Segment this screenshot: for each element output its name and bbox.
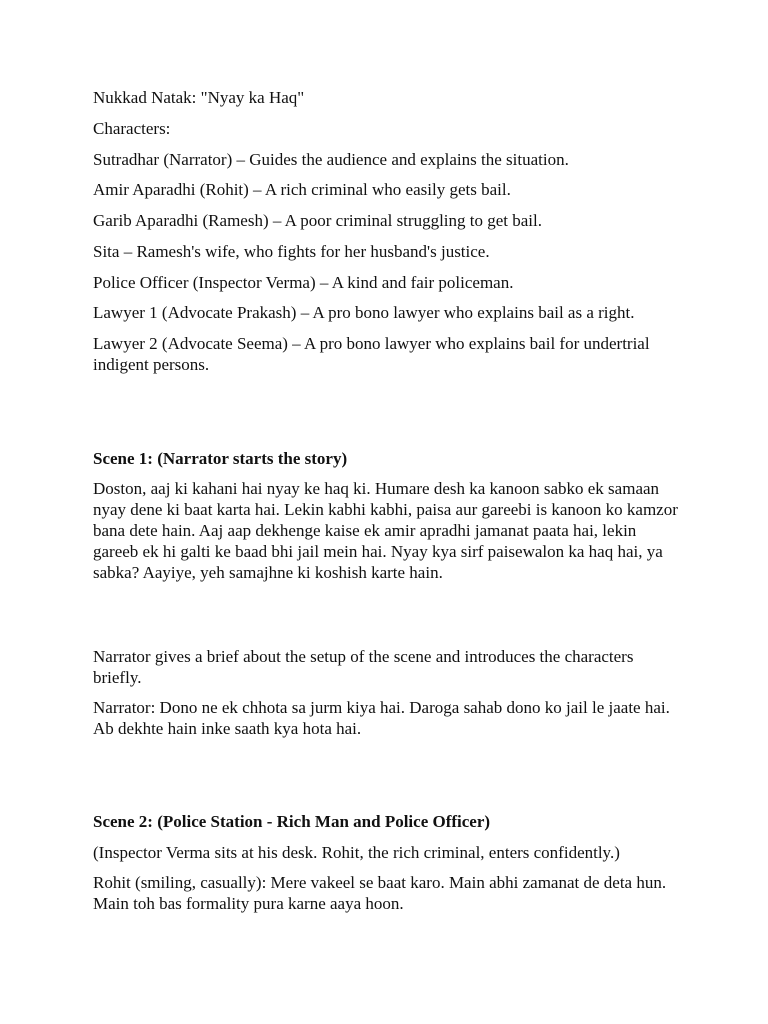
character-inspector-verma: Police Officer (Inspector Verma) – A kind and fair policeman. [93, 273, 514, 292]
scene2-heading: Scene 2: (Police Station - Rich Man and Police Officer) [93, 812, 491, 831]
scene2-stage-direction: (Inspector Verma sits at his desk. Rohit, the rich criminal, enters confidently.) [93, 843, 620, 862]
character-narrator: Sutradhar (Narrator) – Guides the audience and explains the situation. [93, 150, 569, 169]
character-advocate-prakash: Lawyer 1 (Advocate Prakash) – A pro bono lawyer who explains bail as a right. [93, 303, 635, 322]
character-rohit: Amir Aparadhi (Rohit) – A rich criminal who easily gets bail. [93, 180, 511, 199]
characters-heading: Characters: [93, 119, 171, 138]
character-sita: Sita – Ramesh's wife, who fights for her husband's justice. [93, 242, 490, 261]
scene2-rohit-line: Rohit (smiling, casually): Mere vakeel se baat karo. Main abhi zamanat de deta hun. Main toh bas formality pura karne aaya hoon. [93, 873, 667, 913]
scene1-stage-direction: Narrator gives a brief about the setup of the scene and introduces the characters briefly. [93, 647, 634, 687]
scene1-narrator-line: Narrator: Dono ne ek chhota sa jurm kiya hai. Daroga sahab dono ko jail le jaate hai. Ab dekhte hain inke saath kya hota hai. [93, 698, 670, 738]
character-ramesh: Garib Aparadhi (Ramesh) – A poor criminal struggling to get bail. [93, 211, 542, 230]
character-advocate-seema: Lawyer 2 (Advocate Seema) – A pro bono lawyer who explains bail for undertrial indigent persons. [93, 334, 650, 374]
scene1-heading: Scene 1: (Narrator starts the story) [93, 449, 348, 468]
document-title: Nukkad Natak: "Nyay ka Haq" [93, 88, 305, 107]
scene1-narration: Doston, aaj ki kahani hai nyay ke haq ki. Humare desh ka kanoon sabko ek samaan nyay dene ki baat karta hai. Lekin kabhi kabhi, paisa aur gareebi is kanoon ko kamzor bana dete hain. Aaj aap dekhenge kaise ek amir apradhi jamanat paata hai, lekin gareeb ek hi galti ke baad bhi jail mein hai. Nyay kya sirf paisewalon ka haq hai, ya sabka? Aayiye, yeh samajhne ki koshish karte hain. [93, 479, 678, 582]
